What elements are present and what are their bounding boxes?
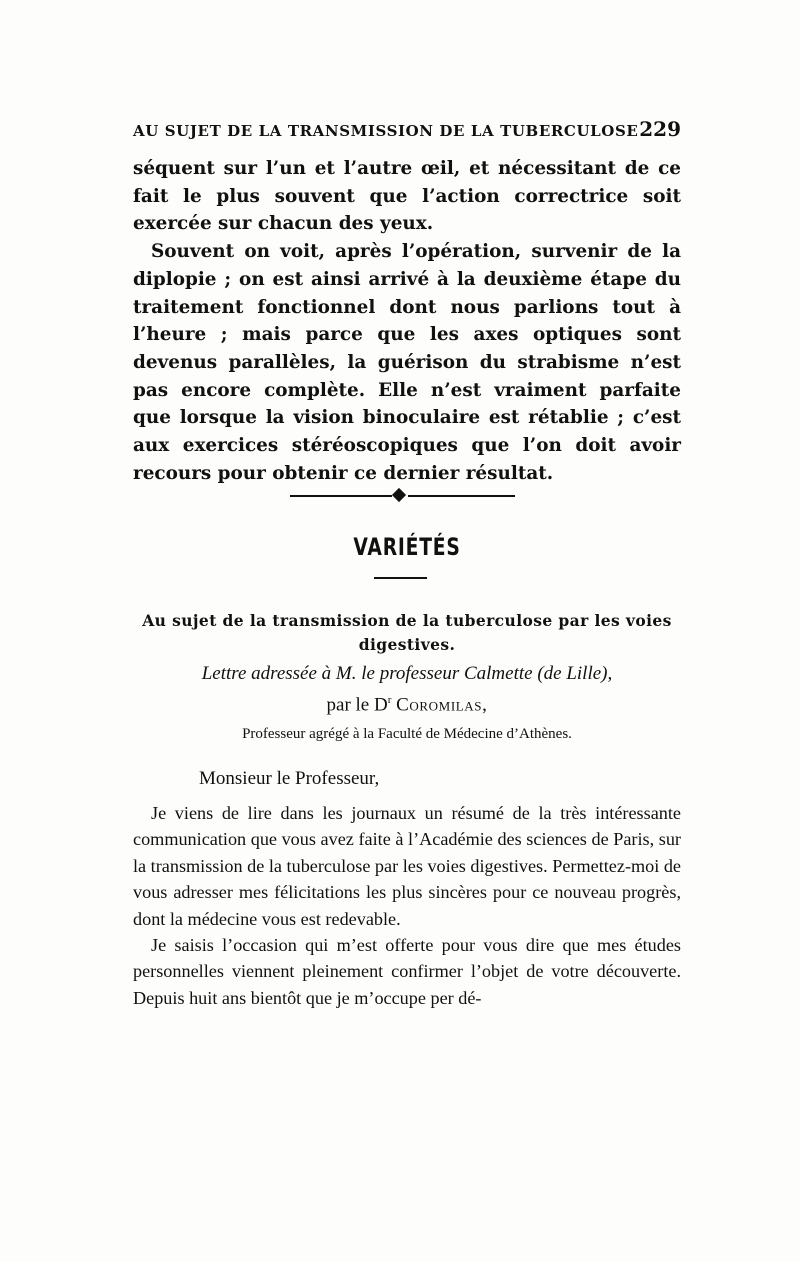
- letter-paragraph: Je viens de lire dans les journaux un résumé de la très intéressante communication que vous avez faite à l’Académie des sciences de Paris, sur la transmission de la tuberculose par les voies digestives. Permettez-moi de vous adresser mes félicitations les plus sincères pour ce nouveau progrès, dont la médecine vous est redevable.: [133, 803, 682, 929]
- section-title: VARIÉTÉS: [353, 533, 461, 561]
- author-prefix: par le D: [326, 694, 388, 716]
- paragraph-continued: séquent sur l’un et l’autre œil, et nécessitant de ce fait le plus souvent que l’action correctrice soit exercée sur chacun des yeux.: [133, 158, 681, 235]
- continued-text: [133, 155, 681, 487]
- page-number: 229: [639, 117, 681, 141]
- running-title: AU SUJET DE LA TRANSMISSION DE LA TUBERCULOSE: [133, 122, 639, 140]
- letter-body: [133, 800, 681, 1011]
- letter-addressee: Lettre adressée à M. le professeur Calmette (de Lille),: [201, 663, 613, 684]
- letter-salutation: Monsieur le Professeur,: [199, 768, 380, 789]
- divider-rule-right: [408, 495, 515, 497]
- diamond-ornament-icon: [392, 488, 406, 502]
- letter-paragraph: Je saisis l’occasion qui m’est offerte pour vous dire que mes études personnelles viennent pleinement confirmer l’objet de votre découverte. Depuis huit ans bientôt que je m’occupe per dé-: [133, 935, 681, 1008]
- author-line: [133, 694, 681, 716]
- section-divider-ornament: [290, 489, 515, 503]
- running-header: [133, 117, 681, 141]
- paragraph-diplopie: Souvent on voit, après l’opération, survenir de la diplopie ; on est ainsi arrivé à la deuxième étape du traitement fonctionnel dont nous parlions tout à l’heure ; mais parce que les axes optiques sont devenus parallèles, la guérison du strabisme n’est pas encore complète. Elle n’est vraiment parfaite que lorsque la vision binoculaire est rétablie ; c’est aux exercices stéréoscopiques que l’on doit avoir recours pour obtenir ce dernier résultat.: [133, 241, 681, 484]
- author-affiliation: Professeur agrégé à la Faculté de Médecine d’Athènes.: [242, 726, 572, 742]
- divider-rule-left: [290, 495, 392, 497]
- article-title: Au sujet de la transmission de la tuberculose par les voies digestives.: [142, 611, 672, 654]
- author-name: Coromilas,: [396, 694, 488, 716]
- section-title-rule: [374, 577, 427, 579]
- author-title-suffix: r: [387, 694, 392, 706]
